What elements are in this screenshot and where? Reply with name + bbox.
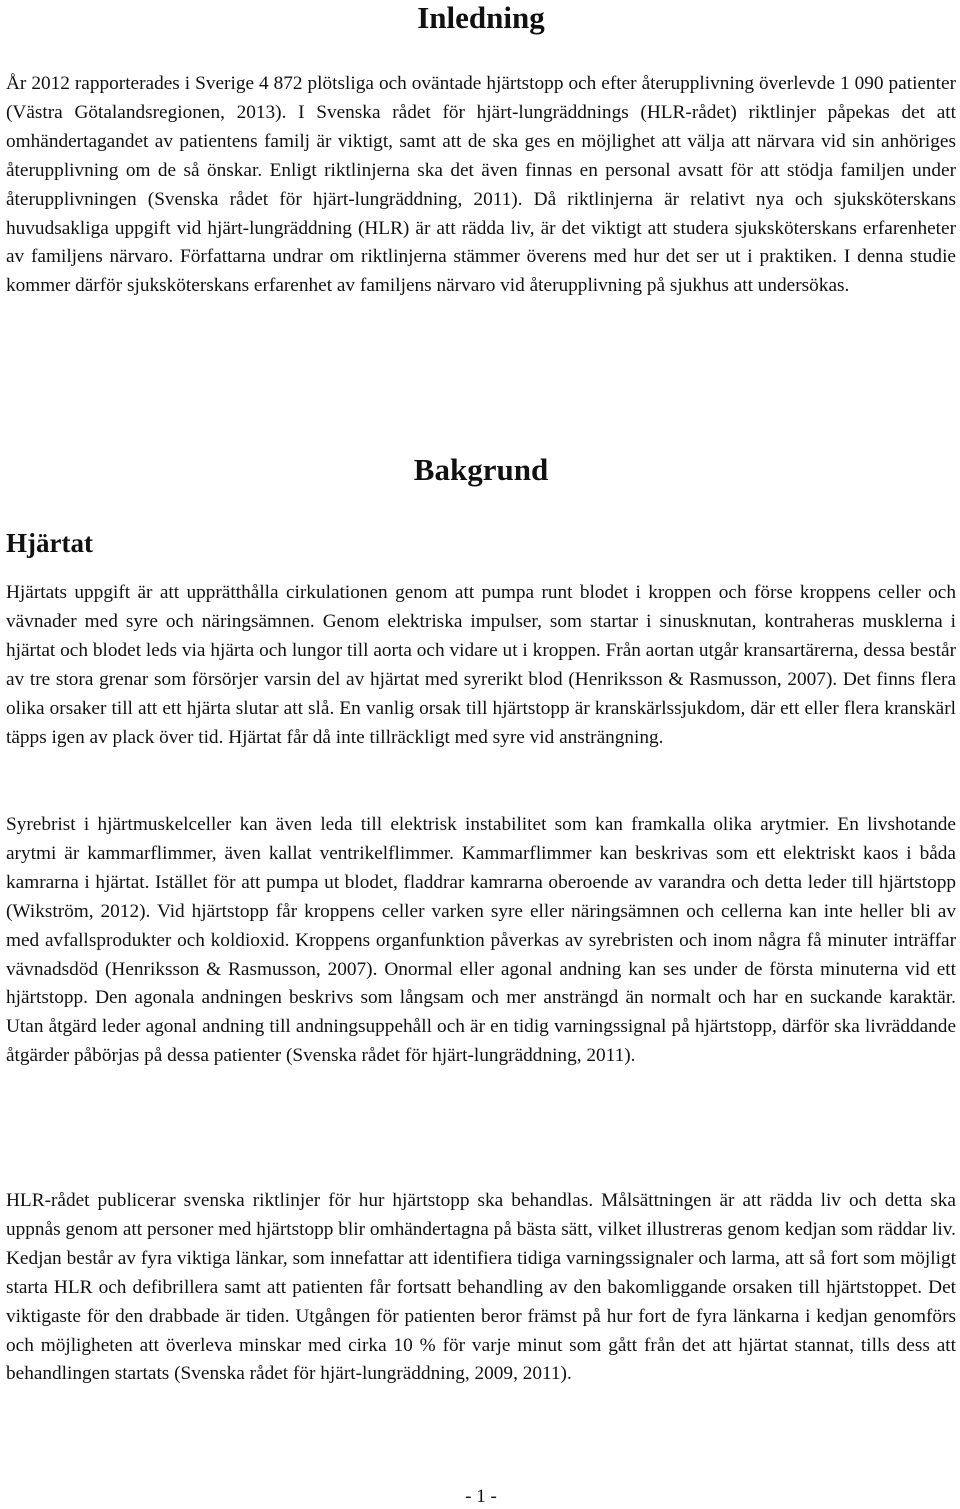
section-title-bakgrund: Bakgrund — [413, 452, 549, 487]
intro-paragraph: År 2012 rapporterades i Sverige 4 872 plötsliga och oväntade hjärtstopp och efter återupplivning överlevde 1 090 patienter (Västra Götalandsregionen, 2013). I Svenska rådet för hjärt-lungräddnings (HLR-rådet) riktlinjer påpekas det att omhändertagandet av patientens familj är viktigt, samt att de ska ges en möjlighet att välja att närvara vid sin anhöriges återupplivning om de så önskar. Enligt riktlinjerna ska det även finnas en personal avsatt för att stödja familjen under återupplivningen (Svenska rådet för hjärt-lungräddning, 2011). Då riktlinjerna är relativt nya och sjuksköterskans huvudsakliga uppgift vid hjärt-lungräddning (HLR) är att rädda liv, är det viktigt att studera sjuksköterskans erfarenheter av familjens närvaro. Författarna undrar om riktlinjerna stämmer överens med hur det ser ut i praktiken. I denna studie kommer därför sjuksköterskans erfarenhet av familjens närvaro vid återupplivning på sjukhus att undersökas. — [6, 73, 956, 297]
background-paragraph-1: Hjärtats uppgift är att upprätthålla cirkulationen genom att pumpa runt blodet i kroppen och förse kroppens celler och vävnader med syre och näringsämnen. Genom elektriska impulser, som startar i sinusknutan, kontraheras musklerna i hjärtat och blodet leds via hjärta och lungor till aorta och vidare ut i kroppen. Från aortan utgår kransartärerna, dessa består av tre stora grenar som försörjer varsin del av hjärtat med syrerikt blod (Henriksson & Rasmusson, 2007). Det finns flera olika orsaker till att ett hjärta slutar att slå. En vanlig orsak till hjärtstopp är kranskärlssjukdom, där ett eller flera kranskärl täpps igen av plack över tid. Hjärtat får då inte tillräckligt med syre vid ansträngning. — [6, 582, 956, 748]
page-number: - 1 - — [465, 1486, 497, 1507]
section-title-inledning: Inledning — [417, 0, 545, 35]
subsection-title-hjartat: Hjärtat — [6, 528, 93, 558]
background-paragraph-3: HLR-rådet publicerar svenska riktlinjer för hur hjärtstopp ska behandlas. Målsättningen är att rädda liv och detta ska uppnås genom att personer med hjärtstopp blir omhändertagna på bästa sätt, vilket illustreras genom kedjan som räddar liv. Kedjan består av fyra viktiga länkar, som innefattar att identifiera tidiga varningssignaler och larma, att så fort som möjligt starta HLR och defibrillera samt att patienten får fortsatt behandling av den bakomliggande orsaken till hjärtstoppet. Det viktigaste för den drabbade är tiden. Utgången för patienten beror främst på hur fort de fyra länkarna i kedjan genomförs och möjligheten att överleva minskar med cirka 10 % för varje minut som gått från det att hjärtat stannat, tills dess att behandlingen startats (Svenska rådet för hjärt-lungräddning, 2009, 2011). — [6, 1190, 956, 1385]
background-paragraph-2: Syrebrist i hjärtmuskelceller kan även leda till elektrisk instabilitet som kan framkalla olika arytmier. En livshotande arytmi är kammarflimmer, även kallat ventrikelflimmer. Kammarflimmer kan beskrivas som ett elektriskt kaos i båda kamrarna i hjärtat. Istället för att pumpa ut blodet, fladdrar kamrarna oberoende av varandra och detta leder till hjärtstopp (Wikström, 2012). Vid hjärtstopp får kroppens celler varken syre eller näringsämnen och cellerna kan inte heller bli av med avfallsprodukter och koldioxid. Kroppens organfunktion påverkas av syrebristen och inom några få minuter inträffar vävnadsdöd (Henriksson & Rasmusson, 2007). Onormal eller agonal andning kan ses under de första minuterna vid ett hjärtstopp. Den agonala andningen beskrivs som långsam och mer ansträngd än normalt och har en suckande karaktär. Utan åtgärd leder agonal andning till andningsuppehåll och är en tidig varningssignal på hjärtstopp, därför ska livräddande åtgärder påbörjas på dessa patienter (Svenska rådet för hjärt-lungräddning, 2011). — [6, 814, 956, 1067]
